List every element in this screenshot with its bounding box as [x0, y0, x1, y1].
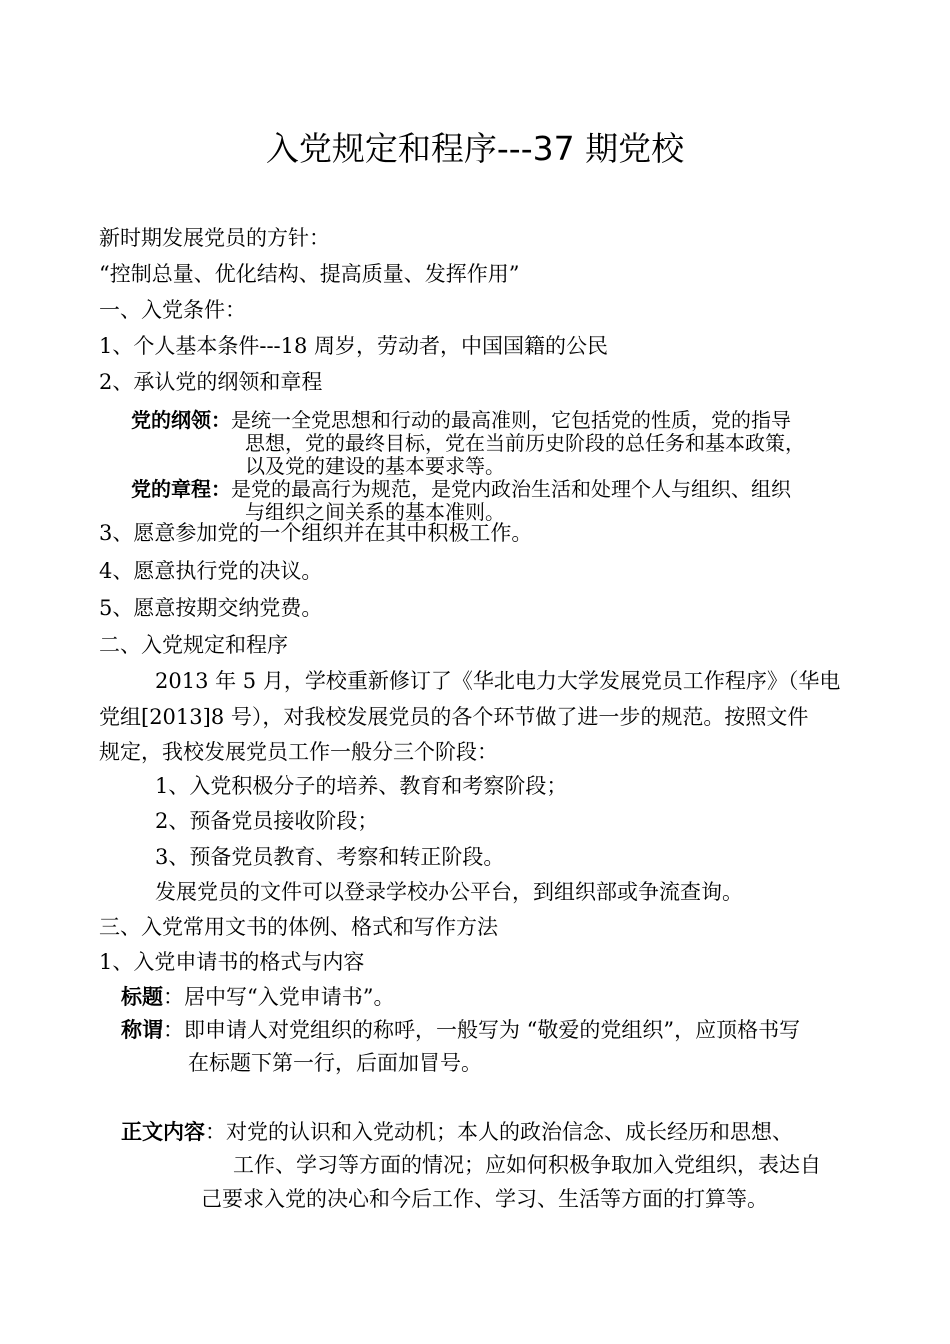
page-title: 入党规定和程序---37 期党校: [265, 129, 685, 168]
condition-item-1: 1、个人基本条件---18 周岁，劳动者，中国国籍的公民: [99, 334, 609, 358]
section1-heading: 一、入党条件：: [99, 298, 246, 322]
biaoti-text: ：居中写“入党申请书”。: [163, 985, 395, 1009]
zhengwen-text-1: ：对党的认识和入党动机；本人的政治信念、成长经历和思想、: [205, 1120, 793, 1144]
section2-paragraph-line-1: 2013 年 5 月，学校重新修订了《华北电力大学发展党员工作程序》（华电: [155, 669, 841, 693]
biaoti-label: 标题: [121, 985, 163, 1009]
chengwei-line-1: [121, 1020, 800, 1041]
section2-note: 发展党员的文件可以登录学校办公平台，到组织部或争流查询。: [155, 880, 743, 904]
stage-item-2: 2、预备党员接收阶段；: [155, 809, 379, 833]
chengwei-label: 称谓: [121, 1018, 163, 1042]
condition-item-4: 4、愿意执行党的决议。: [99, 559, 323, 583]
zhengwen-line-1: [121, 1122, 793, 1143]
intro-label: 新时期发展党员的方针：: [99, 226, 330, 250]
zhangcheng-label: 党的章程：: [131, 477, 231, 501]
zhangcheng-text-1: 是党的最高行为规范，是党内政治生活和处理个人与组织、组织: [231, 477, 791, 501]
gangling-definition-line-3: 以及党的建设的基本要求等。: [245, 454, 505, 478]
section3-heading: 三、入党常用文书的体例、格式和写作方法: [99, 915, 498, 939]
stage-item-1: 1、入党积极分子的培养、教育和考察阶段；: [155, 774, 568, 798]
intro-quote: “控制总量、优化结构、提高质量、发挥作用”: [99, 262, 520, 286]
gangling-definition-line-2: 思想，党的最终目标，党在当前历史阶段的总任务和基本政策，: [245, 431, 805, 455]
stage-item-3: 3、预备党员教育、考察和转正阶段。: [155, 845, 505, 869]
condition-item-5: 5、愿意按期交纳党费。: [99, 596, 323, 620]
gangling-text-1: 是统一全党思想和行动的最高准则，它包括党的性质，党的指导: [231, 408, 791, 432]
zhengwen-label: 正文内容: [121, 1120, 205, 1144]
zhangcheng-definition-line-2: 与组织之间关系的基本准则。: [245, 500, 505, 524]
biaoti-line: [121, 987, 394, 1008]
gangling-definition-line-1: [131, 410, 791, 430]
chengwei-line-2: 在标题下第一行，后面加冒号。: [188, 1051, 482, 1075]
gangling-label: 党的纲领：: [131, 408, 231, 432]
section3-subheading-1: 1、入党申请书的格式与内容: [99, 950, 365, 974]
zhengwen-line-2: 工作、学习等方面的情况；应如何积极争取加入党组织，表达自: [233, 1153, 821, 1177]
section2-paragraph-line-3: 规定，我校发展党员工作一般分三个阶段：: [99, 740, 498, 764]
zhangcheng-definition-line-1: [131, 479, 791, 499]
section2-paragraph-line-2: 党组[2013]8 号），对我校发展党员的各个环节做了进一步的规范。按照文件: [99, 705, 809, 729]
section2-heading: 二、入党规定和程序: [99, 633, 288, 657]
condition-item-3: 3、愿意参加党的一个组织并在其中积极工作。: [99, 521, 533, 545]
condition-item-2: 2、承认党的纲领和章程: [99, 370, 323, 394]
chengwei-text-1: ：即申请人对党组织的称呼，一般写为 “敬爱的党组织”，应顶格书写: [163, 1018, 801, 1042]
zhengwen-line-3: 己要求入党的决心和今后工作、学习、生活等方面的打算等。: [201, 1187, 768, 1211]
